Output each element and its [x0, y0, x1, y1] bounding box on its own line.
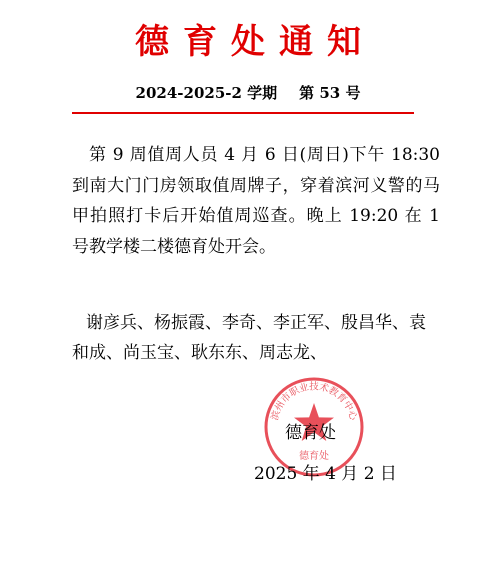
- notice-paragraph: 第 9 周值周人员 4 月 6 日(周日)下午 18:30 到南大门门房领取值周牌子，穿着滨河义警的马甲拍照打卡后开始值周巡查。晚上 19:20 在 1 号教学楼二楼德育处开会。: [72, 145, 440, 257]
- notice-title: 德育处通知: [135, 22, 375, 62]
- seal-center-text: 德育处: [299, 451, 329, 462]
- issue-line: [0, 82, 496, 104]
- issue-date: 2025 年 4 月 2 日: [254, 464, 397, 484]
- header-divider: [72, 112, 414, 114]
- duty-staff-list: 谢彦兵、杨振霞、李奇、李正军、殷昌华、袁和成、尚玉宝、耿东东、周志龙、: [72, 313, 426, 363]
- semester-label: 2024-2025-2 学期: [135, 84, 278, 102]
- issue-number: 第 53 号: [299, 84, 361, 102]
- issuer-signature: 德育处: [285, 423, 336, 443]
- seal-ring-text: 滨州市职业技术教育中心: [269, 381, 359, 422]
- notice-body: [72, 140, 440, 262]
